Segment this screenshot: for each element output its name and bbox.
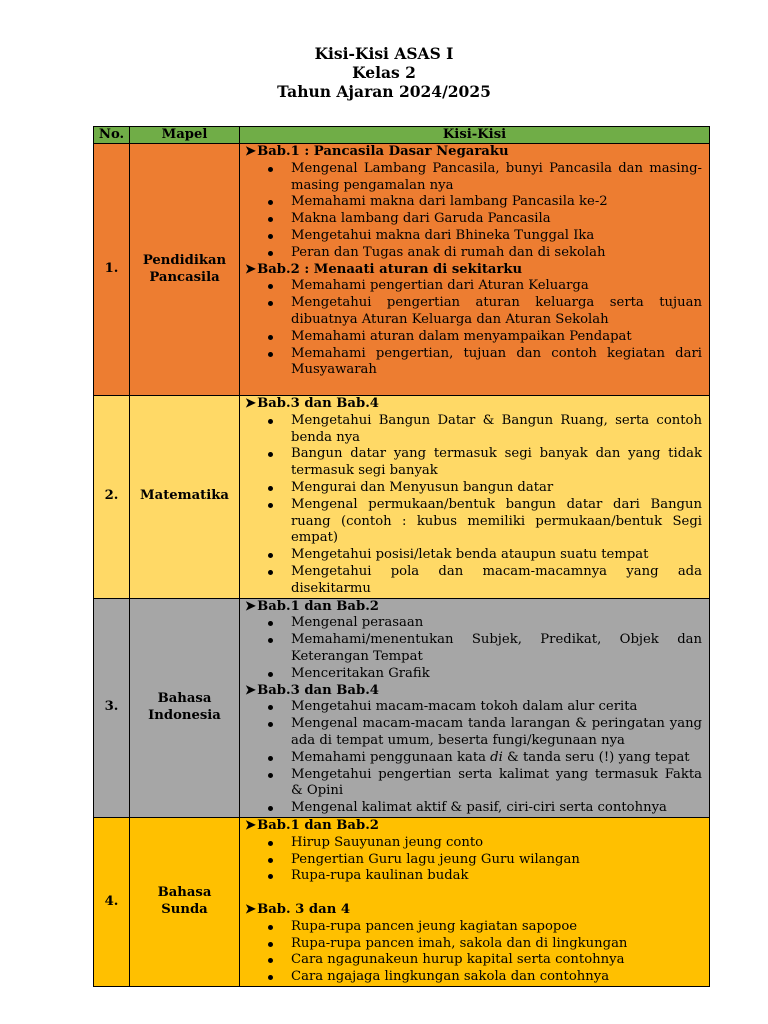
list-item	[245, 564, 702, 598]
bullet-dot-icon	[268, 621, 273, 626]
list-item-text: Memahami aturan dalam menyampaikan Pendapat	[291, 328, 632, 344]
list-item	[245, 919, 702, 936]
bullet-list	[245, 835, 702, 885]
bullet-dot-icon	[268, 200, 273, 205]
list-item	[245, 868, 702, 885]
bullet-dot-icon	[268, 942, 273, 947]
list-item-text: Mengetahui pola dan macam-macamnya yang ada disekitarmu	[291, 563, 702, 596]
list-item	[245, 547, 702, 564]
list-item-text: Mengenal perasaan	[291, 615, 424, 631]
list-item-text: Mengetahui makna dari Bhineka Tunggal Ika	[291, 227, 595, 243]
kisi-kisi-cell	[240, 598, 710, 817]
list-item	[245, 767, 702, 801]
bullet-list	[245, 919, 702, 986]
bullet-dot-icon	[268, 672, 273, 677]
list-item	[245, 936, 702, 953]
section-heading	[245, 599, 702, 616]
section-title: Bab.2 : Menaati aturan di sekitarku	[257, 261, 523, 277]
list-item	[245, 278, 702, 295]
subject-name-line: Matematika	[140, 488, 229, 504]
list-item-text: Memahami makna dari lambang Pancasila ke-2	[291, 194, 608, 210]
bullet-dot-icon	[268, 419, 273, 424]
list-item-text: Mengenal permukaan/bentuk bangun datar dari Bangun ruang (contoh : kubus memiliki permukaan/bentuk Segi empat)	[291, 496, 702, 546]
list-item-text: Rupa-rupa pancen jeung kagiatan sapopoe	[291, 918, 578, 934]
subject-cell	[130, 144, 240, 396]
arrow-bullet-icon: ➤	[245, 817, 257, 833]
bullet-dot-icon	[268, 503, 273, 508]
bullet-dot-icon	[268, 975, 273, 980]
subject-cell	[130, 817, 240, 986]
list-item	[245, 228, 702, 245]
section-heading	[245, 262, 702, 279]
subject-name-line: Indonesia	[148, 707, 221, 723]
bullet-dot-icon	[268, 335, 273, 340]
list-item	[245, 480, 702, 497]
bullet-list	[245, 278, 702, 379]
list-item	[245, 194, 702, 211]
bullet-dot-icon	[268, 251, 273, 256]
list-item-text: Memahami pengertian, tujuan dan contoh kegiatan dari Musyawarah	[291, 345, 702, 378]
section-heading	[245, 144, 702, 161]
list-item	[245, 699, 702, 716]
document-title: Kisi-Kisi ASAS I	[314, 44, 454, 63]
header-no: No.	[94, 127, 130, 144]
list-item-text: Hirup Sauyunan jeung conto	[291, 834, 484, 850]
table-row	[94, 598, 710, 817]
list-item-text: Rupa-rupa kaulinan budak	[291, 868, 469, 884]
list-item-text: Peran dan Tugas anak di rumah dan di sekolah	[291, 244, 606, 260]
list-item	[245, 969, 702, 986]
bullet-dot-icon	[268, 301, 273, 306]
spacer	[245, 885, 702, 902]
section-title: Bab.1 : Pancasila Dasar Negaraku	[257, 144, 509, 159]
list-item	[245, 329, 702, 346]
bullet-dot-icon	[268, 452, 273, 457]
list-item-text: Mengetahui pengertian aturan keluarga serta tujuan dibuatnya Aturan Keluarga dan Aturan Sekolah	[291, 295, 702, 327]
bullet-dot-icon	[268, 553, 273, 558]
bullet-dot-icon	[268, 958, 273, 963]
list-item-text: Cara ngajaga lingkungan sakola dan contohnya	[291, 969, 610, 985]
bullet-list	[245, 161, 702, 262]
bullet-dot-icon	[268, 352, 273, 357]
subject-name-line: Bahasa	[157, 690, 212, 706]
subject-name-line: Bahasa	[157, 885, 212, 901]
school-year: Tahun Ajaran 2024/2025	[277, 82, 491, 101]
section-heading	[245, 396, 702, 413]
bullet-dot-icon	[268, 722, 273, 727]
list-item	[245, 211, 702, 228]
bullet-dot-icon	[268, 806, 273, 811]
kisi-kisi-cell	[240, 396, 710, 599]
arrow-bullet-icon: ➤	[245, 682, 257, 698]
list-item-text: Cara ngagunakeun hurup kapital serta contohnya	[291, 952, 625, 968]
table-row	[94, 396, 710, 599]
bullet-dot-icon	[268, 217, 273, 222]
list-item	[245, 800, 702, 817]
list-item-text: Pengertian Guru lagu jeung Guru wilangan	[291, 851, 580, 867]
list-item	[245, 952, 702, 969]
list-item-text: Mengurai dan Menyusun bangun datar	[291, 479, 554, 495]
subject-name-line: Sunda	[161, 901, 208, 917]
list-item	[245, 632, 702, 666]
bullet-dot-icon	[268, 705, 273, 710]
list-item-text: Rupa-rupa pancen imah, sakola dan di lingkungan	[291, 935, 628, 951]
list-item	[245, 446, 702, 480]
list-item-text: Mengenal macam-macam tanda larangan & peringatan yang ada di tempat umum, beserta fungi/kegunaan nya	[291, 716, 702, 748]
header-mapel: Mapel	[130, 127, 240, 144]
bullet-dot-icon	[268, 756, 273, 761]
list-item-text: Memahami pengertian dari Aturan Keluarga	[291, 278, 589, 294]
section-title: Bab.3 dan Bab.4	[257, 682, 379, 698]
arrow-bullet-icon: ➤	[245, 144, 257, 159]
list-item-text: Bangun datar yang termasuk segi banyak dan yang tidak termasuk segi banyak	[291, 446, 702, 479]
table-header-row	[94, 127, 710, 144]
row-number: 3.	[94, 598, 130, 817]
section-heading	[245, 902, 702, 919]
kisi-kisi-cell	[240, 144, 710, 396]
bullet-list	[245, 615, 702, 682]
list-item	[245, 161, 702, 195]
table-row	[94, 144, 710, 396]
section-title: Bab.1 dan Bab.2	[257, 817, 379, 833]
list-item-text: Memahami/menentukan Subjek, Predikat, Objek dan Keterangan Tempat	[291, 632, 702, 664]
subject-cell	[130, 598, 240, 817]
list-item	[245, 346, 702, 380]
document-header	[0, 44, 768, 101]
arrow-bullet-icon: ➤	[245, 396, 257, 411]
row-number: 4.	[94, 817, 130, 986]
list-item	[245, 615, 702, 632]
bullet-dot-icon	[268, 858, 273, 863]
list-item-text: Mengetahui macam-macam tokoh dalam alur cerita	[291, 699, 638, 715]
section-title: Bab. 3 dan 4	[257, 901, 351, 917]
list-item	[245, 716, 702, 750]
arrow-bullet-icon: ➤	[245, 598, 257, 614]
list-item-text: Mengetahui pengertian serta kalimat yang termasuk Fakta & Opini	[291, 766, 702, 799]
section-title: Bab.3 dan Bab.4	[257, 396, 379, 411]
list-item-text: Mengenal Lambang Pancasila, bunyi Pancasila dan masing-masing pengamalan nya	[291, 160, 702, 193]
list-item-text: Mengetahui Bangun Datar & Bangun Ruang, serta contoh benda nya	[291, 412, 702, 445]
section-title: Bab.1 dan Bab.2	[257, 598, 379, 614]
bullet-dot-icon	[268, 773, 273, 778]
subject-name-line: Pendidikan	[142, 252, 227, 268]
table-row	[94, 817, 710, 986]
bullet-dot-icon	[268, 638, 273, 643]
arrow-bullet-icon: ➤	[245, 261, 257, 277]
kisi-kisi-table	[93, 126, 710, 987]
section-heading	[245, 818, 702, 835]
row-number: 1.	[94, 144, 130, 396]
bullet-dot-icon	[268, 874, 273, 879]
bullet-dot-icon	[268, 841, 273, 846]
bullet-dot-icon	[268, 486, 273, 491]
bullet-list	[245, 699, 702, 817]
bullet-dot-icon	[268, 167, 273, 172]
list-item-text: Menceritakan Grafik	[291, 665, 430, 681]
list-item	[245, 666, 702, 683]
subject-cell	[130, 396, 240, 599]
list-item	[245, 295, 702, 329]
bullet-dot-icon	[268, 234, 273, 239]
class-label: Kelas 2	[352, 63, 416, 82]
kisi-kisi-cell	[240, 817, 710, 986]
list-item	[245, 750, 702, 767]
bullet-dot-icon	[268, 284, 273, 289]
list-item-text: Mengenal kalimat aktif & pasif, ciri-ciri serta contohnya	[291, 800, 667, 816]
bullet-dot-icon	[268, 570, 273, 575]
list-item	[245, 245, 702, 262]
subject-name-line: Pancasila	[149, 269, 220, 285]
row-number: 2.	[94, 396, 130, 599]
list-item-text: Makna lambang dari Garuda Pancasila	[291, 211, 551, 227]
list-item	[245, 835, 702, 852]
arrow-bullet-icon: ➤	[245, 901, 257, 917]
header-kisi-kisi: Kisi-Kisi	[240, 127, 710, 144]
bullet-dot-icon	[268, 925, 273, 930]
list-item	[245, 497, 702, 547]
list-item	[245, 413, 702, 447]
bullet-list	[245, 413, 702, 598]
list-item-text: Mengetahui posisi/letak benda ataupun suatu tempat	[291, 547, 649, 563]
list-item-text: Memahami penggunaan kata di & tanda seru (!) yang tepat	[291, 749, 690, 765]
section-heading	[245, 683, 702, 700]
list-item	[245, 852, 702, 869]
